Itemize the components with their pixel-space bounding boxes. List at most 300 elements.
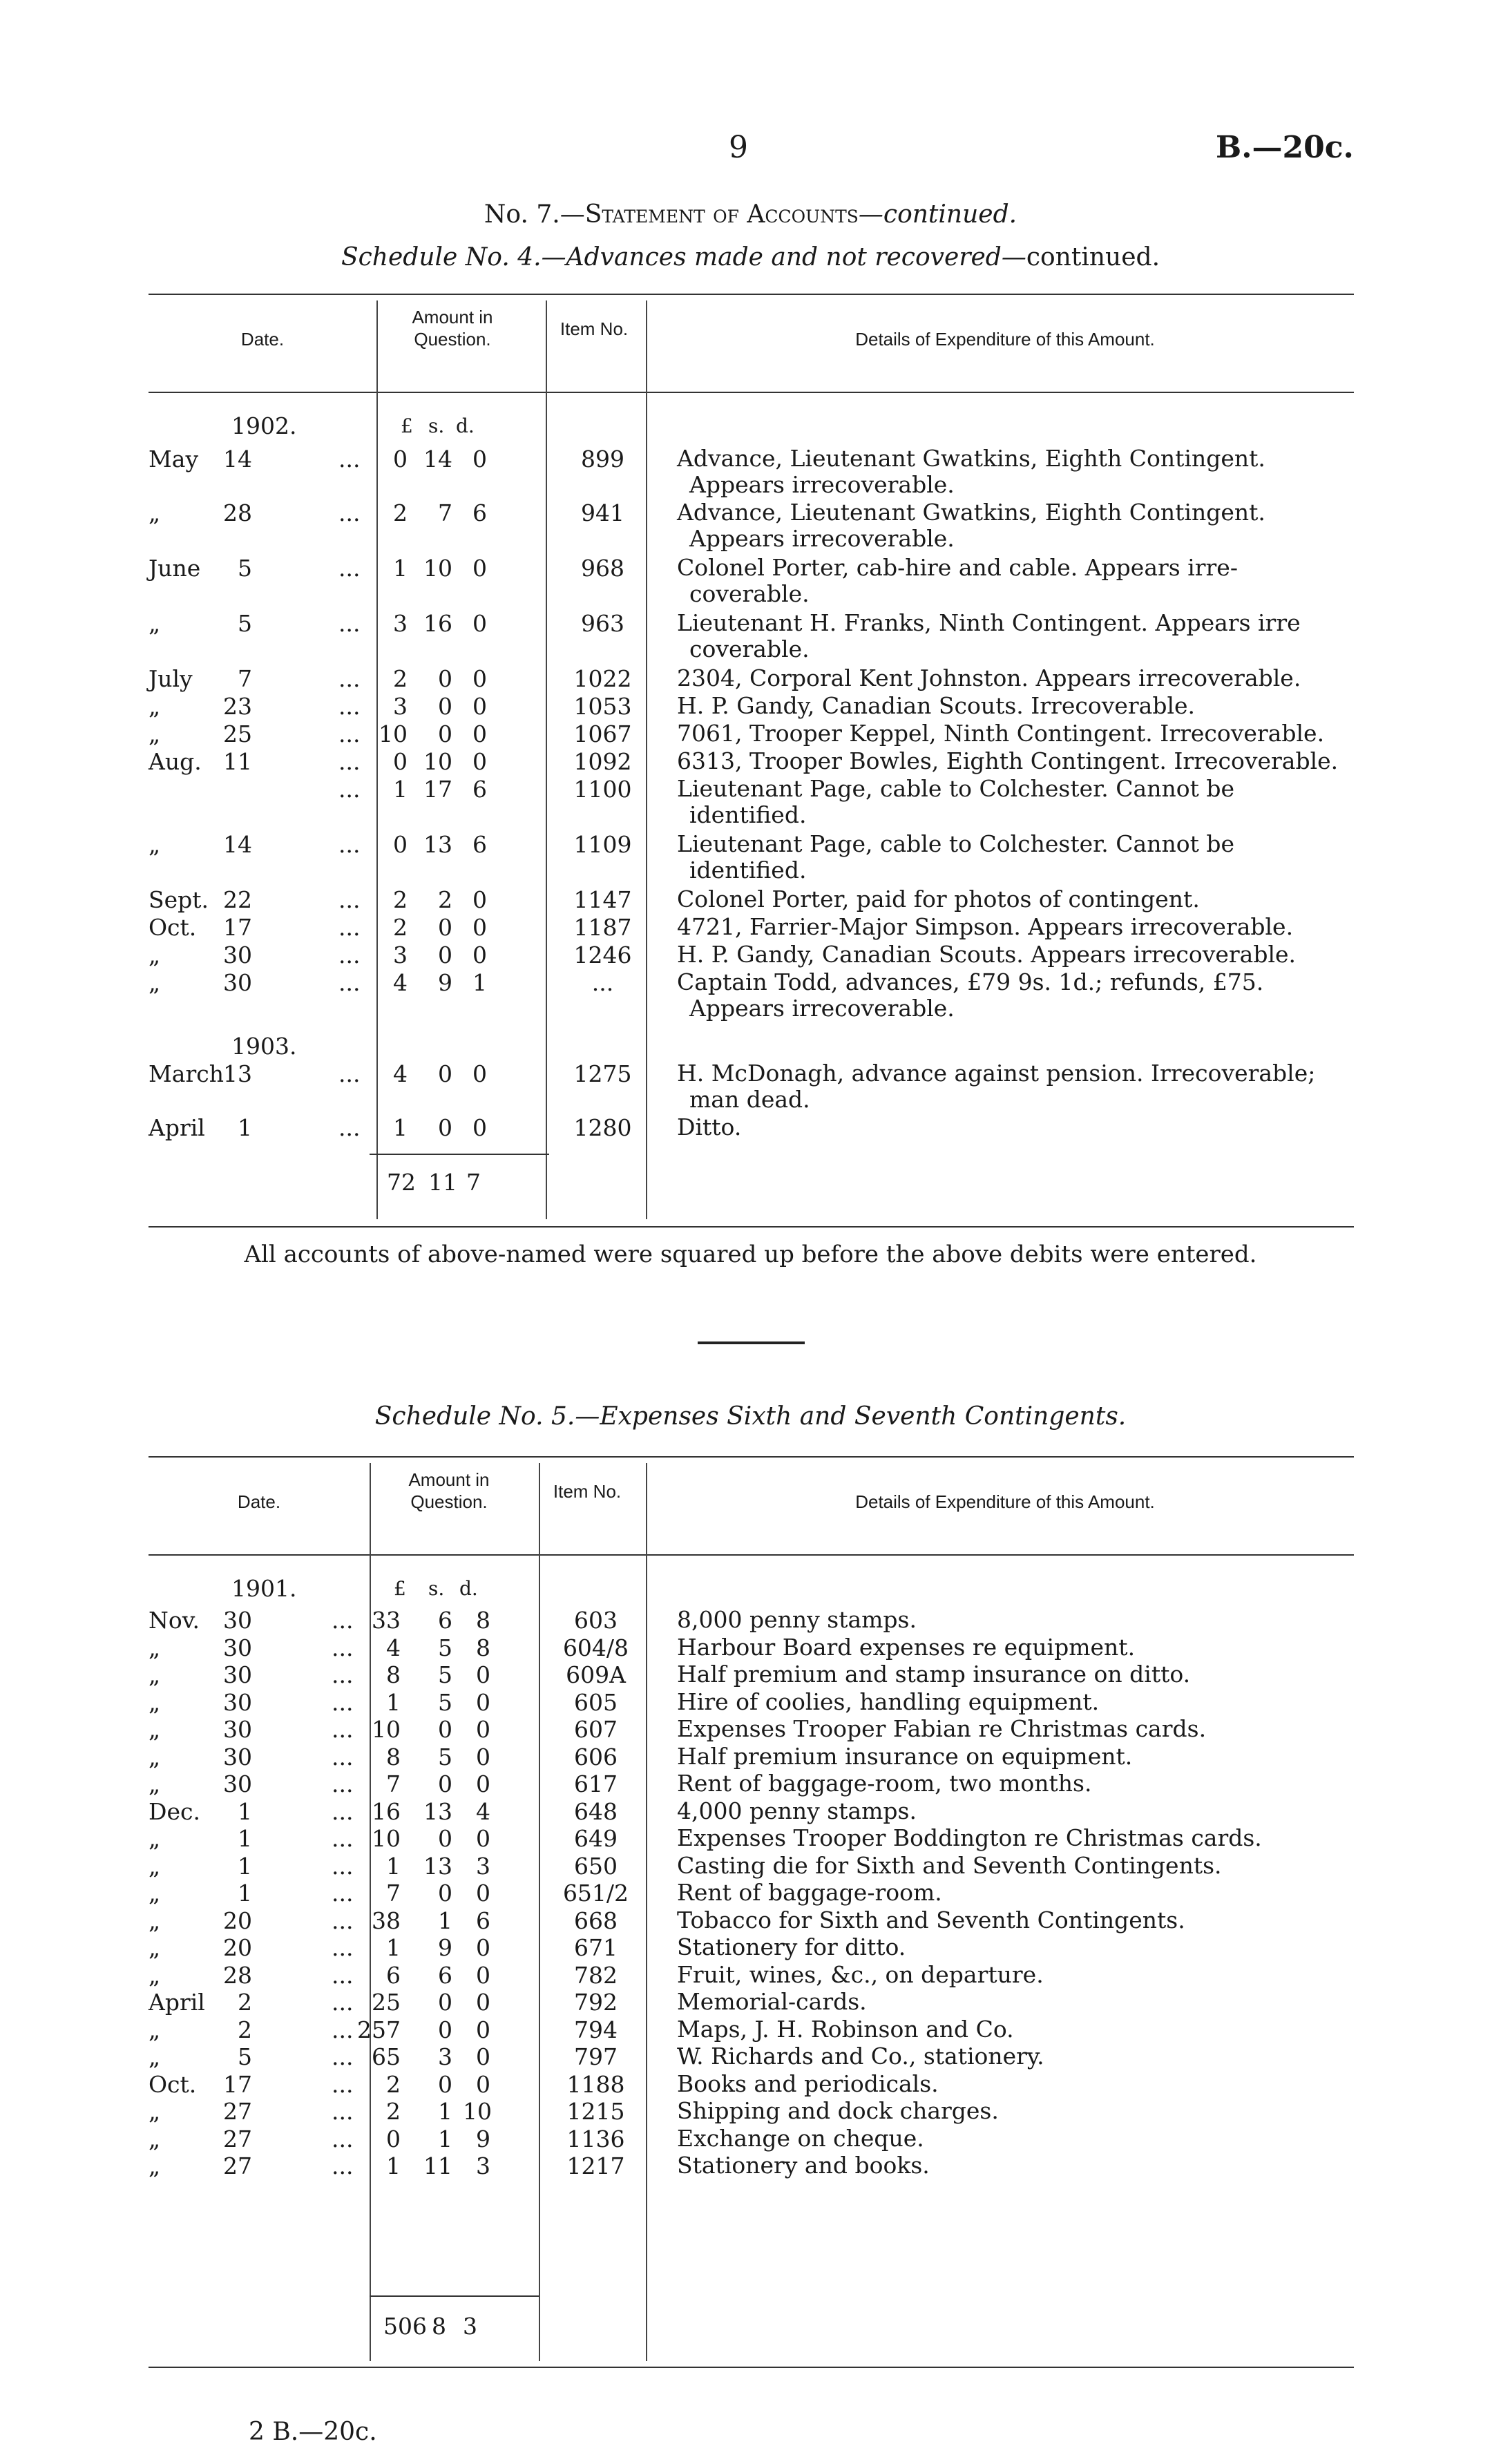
date-month: Oct. [149, 2070, 197, 2098]
date-month: „ [149, 1716, 161, 1743]
leader-dots: ... [332, 1716, 354, 1743]
details-continuation: Appears irrecoverable. [689, 471, 955, 498]
date-month: „ [149, 1934, 161, 1961]
date-day: 27 [223, 2152, 252, 2179]
amount-pence: 1 [472, 969, 487, 996]
amount-shillings: 1 [438, 1907, 452, 1934]
item-number: 963 [581, 610, 624, 637]
date-day: 2 [238, 1989, 252, 2016]
amount-pence: 4 [476, 1797, 490, 1825]
expenditure-details [677, 693, 1344, 719]
amount-shillings: 7 [438, 499, 452, 526]
year-label: 1901. [231, 1575, 297, 1602]
amount-pounds: 1 [386, 1688, 401, 1716]
amount-shillings: 16 [423, 610, 452, 637]
amount-pounds: 16 [372, 1797, 401, 1825]
details-line: Exchange on cheque. [677, 2124, 924, 2152]
amount-pence: 0 [476, 1770, 490, 1797]
leader-dots: ... [338, 446, 361, 472]
amount-shillings: 0 [438, 720, 452, 747]
amount-shillings: 6 [438, 1607, 452, 1634]
pounds-unit: £ [401, 414, 413, 437]
amount-shillings: 10 [423, 555, 452, 582]
date-day: 22 [223, 886, 252, 913]
details-header: Details of Expenditure of this Amount. [855, 1491, 1155, 1512]
date-header: Date. [237, 1491, 281, 1512]
amount-shillings: 0 [438, 1770, 452, 1797]
expenditure-details [677, 776, 1344, 828]
item-number: 1022 [573, 665, 632, 692]
statement-title: Statement of Accounts [584, 200, 859, 229]
amount-shillings: 0 [438, 942, 452, 968]
amount-pence: 0 [472, 555, 487, 582]
amount-shillings: 9 [438, 969, 452, 996]
amount-shillings: 9 [438, 1934, 452, 1961]
details-continuation: identified. [689, 857, 807, 884]
item-number: 968 [581, 555, 624, 582]
item-number: 650 [574, 1852, 618, 1880]
expenditure-details [677, 1114, 1344, 1140]
details-line: Rent of baggage-room. [677, 1879, 942, 1906]
amount-pence: 0 [476, 1716, 490, 1743]
leader-dots: ... [332, 2152, 354, 2179]
expenditure-details [677, 610, 1344, 662]
date-day: 14 [223, 831, 252, 858]
date-day: 30 [223, 1688, 252, 1716]
date-day: 23 [223, 693, 252, 720]
amount-pence: 0 [476, 1688, 490, 1716]
date-month: „ [149, 2152, 161, 2179]
amount-pounds: 1 [386, 1852, 401, 1880]
item-number: 1280 [573, 1114, 632, 1141]
leader-dots: ... [332, 1797, 354, 1825]
item-number: 651/2 [562, 1880, 629, 1907]
item-number: 1109 [573, 831, 632, 858]
leader-dots: ... [332, 1770, 354, 1797]
details-line: Expenses Trooper Boddington re Christmas cards. [677, 1824, 1262, 1851]
amount-pounds: 8 [386, 1661, 401, 1688]
amount-pounds: 1 [393, 555, 408, 582]
details-continuation: identified. [689, 801, 807, 828]
amount-pounds: 2 [393, 499, 408, 526]
amount-pence: 6 [472, 831, 487, 858]
details-line: Half premium insurance on equipment. [677, 1742, 1133, 1770]
date-month: May [149, 446, 199, 472]
item-number: 1215 [566, 2098, 625, 2125]
expenditure-details [677, 2098, 1344, 2124]
total-pence: 7 [466, 1169, 481, 1196]
leader-dots: ... [338, 914, 361, 941]
leader-dots: ... [338, 499, 361, 526]
schedule-5-heading: Schedule No. 5.—Expenses Sixth and Seventh Contingents. [374, 1402, 1127, 1431]
expenditure-details [677, 1634, 1344, 1661]
total-shillings: 11 [428, 1169, 457, 1196]
details-line: 4721, Farrier-Major Simpson. Appears irrecoverable. [677, 913, 1294, 940]
schedule-4-continued: continued. [1026, 243, 1160, 271]
date-month: „ [149, 1825, 161, 1852]
amount-pence: 0 [472, 720, 487, 747]
item-number: 941 [581, 499, 624, 526]
leader-dots: ... [338, 610, 361, 637]
date-month: „ [149, 499, 161, 526]
item-number: 604/8 [562, 1634, 629, 1661]
date-month: „ [149, 1852, 161, 1880]
date-month: April [149, 1114, 205, 1141]
leader-dots: ... [332, 1634, 354, 1661]
amount-pence: 0 [476, 1825, 490, 1852]
details-line: Stationery for ditto. [677, 1933, 906, 1960]
statement-heading [0, 200, 1501, 229]
date-day: 1 [238, 1114, 252, 1141]
amount-shillings: 0 [438, 914, 452, 941]
leader-dots: ... [338, 942, 361, 968]
amount-pounds: 1 [393, 776, 408, 803]
amount-pounds: 2 [393, 914, 408, 941]
amount-shillings: 0 [438, 1880, 452, 1907]
expenditure-details [677, 720, 1344, 747]
document-reference: B.—20c. [1216, 130, 1354, 165]
amount-shillings: 5 [438, 1634, 452, 1661]
leader-dots: ... [332, 1961, 354, 1989]
item-number: 794 [574, 2016, 618, 2043]
amount-shillings: 0 [438, 2070, 452, 2098]
expenditure-details [677, 831, 1344, 884]
amount-pence: 0 [472, 942, 487, 968]
details-line: Lieutenant H. Franks, Ninth Contingent. Appears irre [677, 609, 1301, 636]
leader-dots: ... [338, 886, 361, 913]
leader-dots: ... [332, 2043, 354, 2070]
total-shillings: 8 [432, 2313, 446, 2340]
amount-shillings: 2 [438, 886, 452, 913]
amount-pounds: 3 [393, 610, 408, 637]
expenditure-details [677, 2016, 1344, 2043]
date-month: Sept. [149, 886, 209, 913]
expenditure-details [677, 1907, 1344, 1933]
shillings-unit: s. [428, 1577, 445, 1600]
amount-shillings: 0 [438, 1825, 452, 1852]
leader-dots: ... [332, 1825, 354, 1852]
item-number: 648 [574, 1797, 618, 1825]
item-header: Item No. [560, 318, 629, 339]
amount-pounds: 8 [386, 1743, 401, 1770]
amount-pence: 0 [476, 1880, 490, 1907]
amount-pence: 0 [472, 1114, 487, 1141]
item-number: 1100 [573, 776, 632, 803]
date-day: 30 [223, 1607, 252, 1634]
amount-shillings: 1 [438, 2098, 452, 2125]
details-line: Maps, J. H. Robinson and Co. [677, 2015, 1014, 2043]
amount-pounds: 0 [386, 2125, 401, 2152]
date-month: „ [149, 831, 161, 858]
details-line: H. P. Gandy, Canadian Scouts. Irrecoverable. [677, 692, 1196, 719]
amount-pence: 0 [476, 1989, 490, 2016]
amount-pence: 0 [472, 914, 487, 941]
date-month: „ [149, 693, 161, 720]
details-line: Captain Todd, advances, £79 9s. 1d.; refunds, £75. [677, 968, 1264, 995]
amount-pence: 8 [476, 1607, 490, 1634]
item-number: 782 [574, 1961, 618, 1989]
item-number: 606 [574, 1743, 618, 1770]
expenditure-details [677, 2126, 1344, 2152]
date-month: „ [149, 2016, 161, 2043]
item-number: 671 [574, 1934, 618, 1961]
amount-shillings: 10 [423, 748, 452, 775]
date-day: 5 [238, 610, 252, 637]
details-line: Expenses Trooper Fabian re Christmas cards. [677, 1715, 1207, 1742]
leader-dots: ... [338, 748, 361, 775]
amount-pounds: 7 [386, 1770, 401, 1797]
date-day: 28 [223, 1961, 252, 1989]
leader-dots: ... [332, 2125, 354, 2152]
amount-pounds: 0 [393, 446, 408, 472]
item-number: 609A [566, 1661, 626, 1688]
date-day: 11 [223, 748, 252, 775]
schedule-5-table [149, 1456, 1354, 2368]
details-line: 8,000 penny stamps. [677, 1606, 917, 1633]
date-day: 30 [223, 969, 252, 996]
amount-pounds: 2 [393, 665, 408, 692]
details-line: Half premium and stamp insurance on ditto. [677, 1661, 1191, 1688]
item-number: 1188 [566, 2070, 625, 2098]
details-line: Stationery and books. [677, 2152, 930, 2179]
amount-shillings: 5 [438, 1743, 452, 1770]
amount-pounds: 2 [393, 886, 408, 913]
details-line: Lieutenant Page, cable to Colchester. Cannot be [677, 830, 1234, 857]
details-continuation: coverable. [689, 636, 810, 662]
amount-pounds: 4 [386, 1634, 401, 1661]
amount-pence: 0 [476, 2016, 490, 2043]
details-line: Books and periodicals. [677, 2070, 939, 2097]
date-month: „ [149, 2098, 161, 2125]
amount-pounds: 4 [393, 1060, 408, 1087]
statement-number: No. 7.— [484, 200, 585, 229]
date-month: „ [149, 1634, 161, 1661]
amount-pounds: 33 [372, 1607, 401, 1634]
amount-pence: 0 [476, 1934, 490, 1961]
amount-pence: 0 [476, 2043, 490, 2070]
amount-shillings: 0 [438, 2016, 452, 2043]
amount-shillings: 14 [423, 446, 452, 472]
date-month: Dec. [149, 1797, 200, 1825]
amount-header: Amount in Question. [412, 307, 493, 350]
expenditure-details [677, 2043, 1344, 2070]
details-continuation: man dead. [689, 1086, 810, 1113]
expenditure-details [677, 446, 1344, 498]
shillings-unit: s. [428, 414, 445, 437]
item-header: Item No. [553, 1481, 622, 1502]
date-month: Aug. [149, 748, 202, 775]
amount-pounds: 10 [372, 1825, 401, 1852]
amount-shillings: 5 [438, 1661, 452, 1688]
amount-shillings: 1 [438, 2125, 452, 2152]
item-number: 607 [574, 1716, 618, 1743]
item-number: 603 [574, 1607, 618, 1634]
expenditure-details [677, 1989, 1344, 2015]
date-month: „ [149, 969, 161, 996]
accounts-note: All accounts of above-named were squared up before the above debits were entered. [244, 1241, 1257, 1268]
item-number: 617 [574, 1770, 618, 1797]
date-header: Date. [240, 329, 285, 350]
pence-unit: d. [459, 1577, 478, 1600]
date-day: 30 [223, 942, 252, 968]
expenditure-details [677, 1716, 1344, 1742]
amount-shillings: 0 [438, 1114, 452, 1141]
leader-dots: ... [338, 555, 361, 582]
amount-shillings: 13 [423, 831, 452, 858]
details-line: Colonel Porter, paid for photos of contingent. [677, 886, 1200, 913]
date-day: 27 [223, 2098, 252, 2125]
details-continuation: coverable. [689, 580, 810, 607]
expenditure-details [677, 1770, 1344, 1797]
date-day: 30 [223, 1743, 252, 1770]
leader-dots: ... [338, 969, 361, 996]
amount-pounds: 10 [372, 1716, 401, 1743]
date-month: „ [149, 942, 161, 968]
amount-shillings: 13 [423, 1852, 452, 1880]
amount-pence: 3 [476, 1852, 490, 1880]
leader-dots: ... [338, 665, 361, 692]
date-month: July [149, 665, 193, 692]
date-month: March [149, 1060, 224, 1087]
details-line: Memorial-cards. [677, 1988, 867, 2015]
amount-pounds: 10 [379, 720, 408, 747]
item-number: 1067 [573, 720, 632, 747]
details-line: Tobacco for Sixth and Seventh Contingents. [677, 1906, 1185, 1933]
leader-dots: ... [332, 1688, 354, 1716]
date-day: 5 [238, 2043, 252, 2070]
amount-pence: 0 [476, 1961, 490, 1989]
date-day: 13 [223, 1060, 252, 1087]
amount-shillings: 0 [438, 665, 452, 692]
date-day: 1 [238, 1852, 252, 1880]
year-label: 1902. [231, 412, 297, 439]
details-line: H. P. Gandy, Canadian Scouts. Appears irrecoverable. [677, 941, 1297, 968]
date-day: 7 [238, 665, 252, 692]
details-line: Fruit, wines, &c., on departure. [677, 1960, 1044, 1988]
leader-dots: ... [338, 720, 361, 747]
date-month: „ [149, 1907, 161, 1934]
date-month: „ [149, 1880, 161, 1907]
amount-shillings: 17 [423, 776, 452, 803]
amount-pounds: 25 [372, 1989, 401, 2016]
amount-pence: 0 [476, 1743, 490, 1770]
amount-pence: 0 [472, 693, 487, 720]
amount-pence: 6 [472, 776, 487, 803]
date-day: 20 [223, 1934, 252, 1961]
pence-unit: d. [456, 414, 475, 437]
details-line: Casting die for Sixth and Seventh Contingents. [677, 1851, 1222, 1879]
date-month: „ [149, 1743, 161, 1770]
expenditure-details [677, 1060, 1344, 1113]
footer-reference: 2 B.—20c. [249, 2418, 377, 2446]
expenditure-details [677, 969, 1344, 1022]
date-month: „ [149, 2043, 161, 2070]
date-day: 17 [223, 2070, 252, 2098]
amount-pounds: 65 [372, 2043, 401, 2070]
leader-dots: ... [338, 1060, 361, 1087]
expenditure-details [677, 748, 1344, 774]
date-month: April [149, 1989, 205, 2016]
date-month: June [149, 555, 201, 582]
date-month: „ [149, 610, 161, 637]
leader-dots: ... [332, 1607, 354, 1634]
item-number: ... [591, 969, 614, 996]
item-number: 1136 [566, 2125, 625, 2152]
expenditure-details [677, 1607, 1344, 1633]
amount-shillings: 5 [438, 1688, 452, 1716]
leader-dots: ... [332, 2070, 354, 2098]
item-number: 1053 [573, 693, 632, 720]
leader-dots: ... [332, 1661, 354, 1688]
expenditure-details [677, 942, 1344, 968]
leader-dots: ... [332, 1880, 354, 1907]
date-day: 1 [238, 1825, 252, 1852]
amount-shillings: 6 [438, 1961, 452, 1989]
amount-shillings: 0 [438, 1989, 452, 2016]
amount-pence: 0 [472, 1060, 487, 1087]
details-line: Ditto. [677, 1114, 742, 1140]
details-line: Harbour Board expenses re equipment. [677, 1633, 1136, 1661]
details-line: Hire of coolies, handling equipment. [677, 1688, 1100, 1715]
leader-dots: ... [332, 1934, 354, 1961]
date-month: „ [149, 1688, 161, 1716]
amount-pounds: 4 [393, 969, 408, 996]
expenditure-details [677, 886, 1344, 913]
date-day: 25 [223, 720, 252, 747]
details-line: 7061, Trooper Keppel, Ninth Contingent. Irrecoverable. [677, 720, 1325, 747]
details-line: H. McDonagh, advance against pension. Irrecoverable; [677, 1060, 1316, 1087]
details-line: Colonel Porter, cab-hire and cable. Appears irre- [677, 554, 1238, 581]
amount-pence: 6 [472, 499, 487, 526]
statement-continued: —continued. [858, 200, 1017, 229]
expenditure-details [677, 2071, 1344, 2097]
expenditure-details [677, 555, 1344, 607]
amount-header: Amount in Question. [408, 1469, 490, 1512]
leader-dots: ... [338, 776, 361, 803]
expenditure-details [677, 1880, 1344, 1906]
leader-dots: ... [338, 1114, 361, 1141]
amount-pounds: 1 [393, 1114, 408, 1141]
details-line: Lieutenant Page, cable to Colchester. Cannot be [677, 775, 1234, 802]
amount-shillings: 0 [438, 1716, 452, 1743]
expenditure-details [677, 1689, 1344, 1715]
item-number: 792 [574, 1989, 618, 2016]
details-line: Rent of baggage-room, two months. [677, 1770, 1092, 1797]
item-number: 1246 [573, 942, 632, 968]
page-number: 9 [729, 130, 748, 165]
amount-pounds: 2 [386, 2070, 401, 2098]
amount-pounds: 6 [386, 1961, 401, 1989]
item-number: 668 [574, 1907, 618, 1934]
leader-dots: ... [338, 831, 361, 858]
expenditure-details [677, 499, 1344, 552]
date-month: Oct. [149, 914, 197, 941]
date-day: 30 [223, 1770, 252, 1797]
date-day: 27 [223, 2125, 252, 2152]
amount-shillings: 0 [438, 693, 452, 720]
details-line: Shipping and dock charges. [677, 2097, 999, 2124]
expenditure-details [677, 665, 1344, 691]
amount-pence: 0 [476, 1661, 490, 1688]
amount-pounds: 1 [386, 2152, 401, 2179]
details-line: Advance, Lieutenant Gwatkins, Eighth Contingent. [677, 445, 1265, 472]
details-line: 4,000 penny stamps. [677, 1797, 917, 1824]
leader-dots: ... [338, 693, 361, 720]
total-pounds: 506 [383, 2313, 427, 2340]
leader-dots: ... [332, 1852, 354, 1880]
date-day: 14 [223, 446, 252, 472]
amount-shillings: 3 [438, 2043, 452, 2070]
